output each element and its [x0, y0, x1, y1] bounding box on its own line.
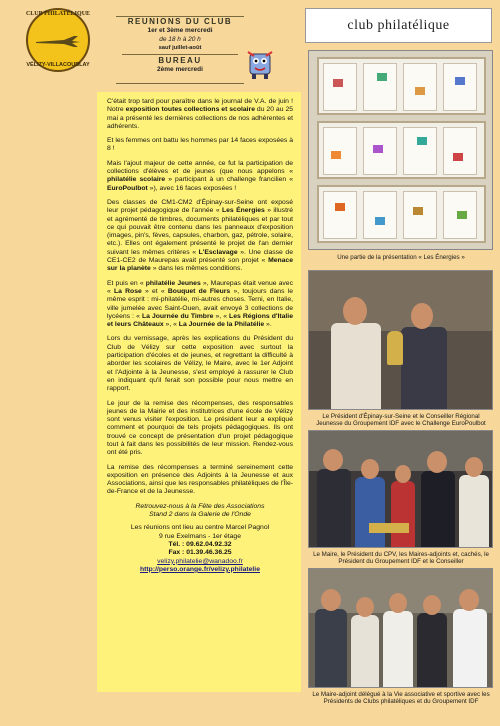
- fete-line-2: Stand 2 dans la Galerie de l'Onde: [149, 511, 251, 519]
- photo-exhibition-frames: [308, 50, 493, 250]
- article-paragraph: C'était trop tard pour paraître dans le journal de V.A. de juin ! Notre exposition toutes collections et scolaire du 20 au 25 mai a présenté les dernières collections de nos adhérentes et adhérents.: [107, 98, 294, 130]
- photo-caption: Le Maire, le Président du CPV, les Maires-adjoints et, cachés, le Président du Groupement IDF et le Conseiller: [313, 551, 489, 566]
- logo-top-text: CLUB PHILATÉLIQUE: [25, 11, 91, 17]
- bureau-day: 2ème mercredi: [157, 66, 203, 73]
- article-paragraph: La remise des récompenses a terminé sereinement cette exposition en présence des Adjoints à la Jeunesse et aux Associations, ainsi que les responsables philatéliques de l'Île-de-France et de la Jeunesse.: [107, 463, 293, 496]
- photo-club-presidents: [308, 568, 493, 688]
- logo-bottom-text: VÉLIZY-VILLACOUBLAY: [26, 62, 90, 68]
- meetings-divider: [122, 54, 238, 55]
- bureau-title: BUREAU: [158, 56, 202, 65]
- exhibit-frame: [317, 121, 486, 179]
- article-paragraph: Et les femmes ont battu les hommes par 14 faces exposées à 8 !: [107, 137, 293, 153]
- photo-caption: Une partie de la présentation « Les Énergies »: [337, 254, 465, 261]
- photo-mayor-group: [308, 430, 493, 548]
- airplane-icon: [34, 34, 82, 48]
- fete-notice: [107, 503, 293, 520]
- article-paragraph: Le jour de la remise des récompenses, des responsables jeunes de la Mairie et des institutrices d'une école de Vélizy sont venus visiter l'exposition. Le président leur a expliqué comment et pourquoi de tels projets pédagogiques. Ils ont trouvé ce concept de présentation d'un projet pédagogique tout à fait dans les possibilités de leur mission. Rendez-vous ont été pris.: [107, 399, 293, 457]
- exhibit-frame: [317, 57, 486, 115]
- meetings-box: [116, 16, 244, 84]
- photo-caption: Le Maire-adjoint délégué à la Vie associative et sportive avec les Présidents de Clubs philatéliques et du Groupement IDF: [312, 691, 490, 706]
- fax-number: Fax : 01.39.46.36.25: [168, 549, 232, 557]
- exhibit-frame: [317, 185, 486, 243]
- meetings-hours: de 18 h à 20 h: [159, 36, 201, 43]
- phone-number: Tél. : 09.62.04.92.32: [168, 540, 232, 548]
- article-paragraph: Et puis en « philatélie Jeunes », Maurepas était venue avec « La Rose » et « Bouquet de Fleurs », toujours dans le même esprit : mi-philatélie, mi-autres choses. Terni, en Italie, ville jumelée avec Saint-Ouen, avait envoyé 3 collections de lycéens : « La Journée du Timbre », « Les Régions d'Italie et leurs Châteaux », « La Journée de la Philatélie ».: [107, 279, 293, 329]
- address-line-2: 9 rue Exelmans - 1er étage: [159, 532, 241, 540]
- email-link[interactable]: velizy.philatelie@wanadoo.fr: [157, 557, 243, 565]
- article-panel: [97, 92, 301, 692]
- article-paragraph: Mais l'ajout majeur de cette année, ce fut la participation de collections d'élèves et de jeunes (que nous appelons « philatélie scolaire » participant à un challenge francilien « EuroPoulbot »), avec 16 faces exposées !: [107, 159, 294, 192]
- meetings-days: 1er et 3ème mercredi: [147, 27, 213, 34]
- photo-caption: Le Président d'Épinay-sur-Seine et le Conseiller Régional Jeunesse du Groupement IDF avec le Challenge EuroPoulbot: [316, 413, 486, 428]
- fete-line-1: Retrouvez-nous à la Fête des Associations: [135, 502, 265, 510]
- mascot-icon: [246, 48, 274, 80]
- article-paragraph: Lors du vernissage, après les explications du Président du Club de Vélizy sur cette exposition avec surtout la participation d'écoles et de jeunes, et regrettant la difficulté à aborder les scolaires de Vélizy, le Maire, avec le 1er Adjoint et l'Adjointe à la Jeunesse, s'est employé à rassurer le Club en indiquant qu'il ferait son possible pour nous mettre en rapport.: [107, 335, 293, 393]
- meetings-title: REUNIONS DU CLUB: [127, 17, 233, 26]
- photo-trophy: [308, 270, 493, 410]
- page-title: club philatélique: [305, 8, 492, 43]
- club-logo: [16, 8, 108, 72]
- website-link[interactable]: http://perso.orange.fr/velizy.philatelie: [140, 565, 260, 573]
- address-line-1: Les réunions ont lieu au centre Marcel Pagnol: [130, 524, 270, 532]
- article-paragraph: Des classes de CM1-CM2 d'Épinay-sur-Seine ont exposé leur projet pédagogique de l'année « Les Énergies » illustré et agrémenté de timbres, documents philatéliques et par tout ce qui pouvait être contenu dans les panneaux d'exposition (images, pin's, fèves, capsules, charbon, gaz, pétrole, solaire, etc.). Elles ont également présenté le projet de l'an dernier suivant les mêmes critères « L'Esclavage ». Une classe de CE1-CE2 de Maurepas avait présenté son projet « Menace sur la planète » dans les mêmes conditions.: [107, 198, 293, 273]
- meetings-exception: sauf juillet-août: [158, 45, 202, 51]
